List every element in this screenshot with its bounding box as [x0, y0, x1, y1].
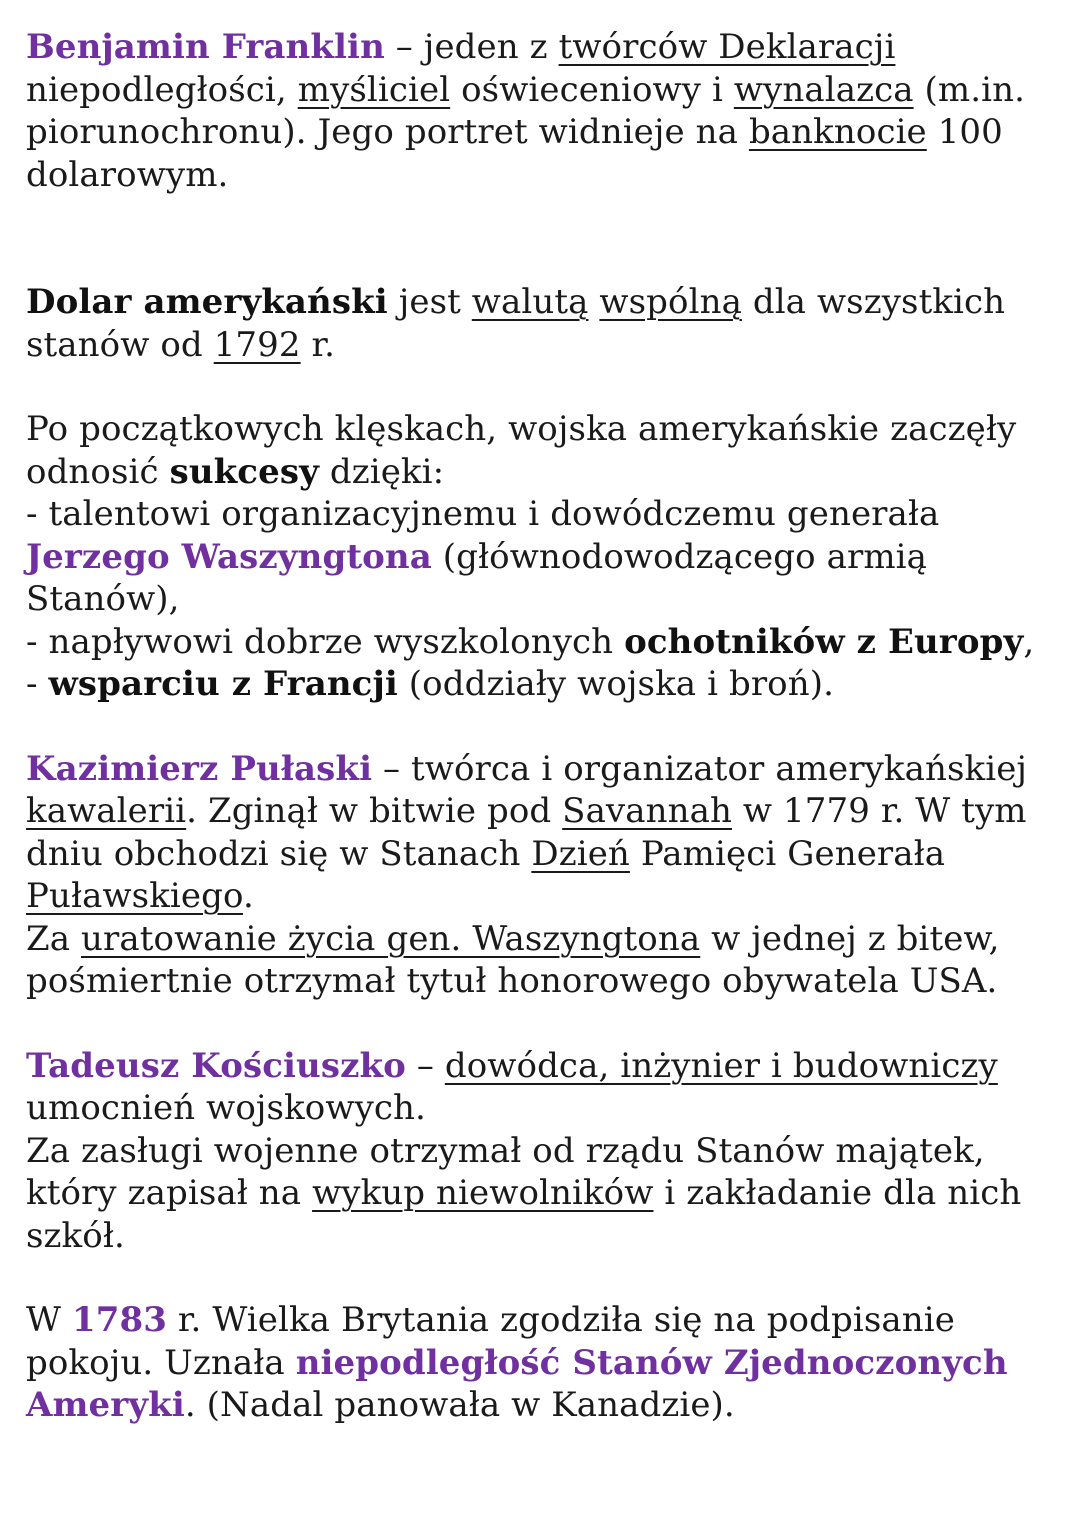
underlined-text: wynalazca	[733, 69, 914, 110]
paragraph-peace	[26, 1299, 1066, 1427]
document-page	[26, 26, 1066, 1427]
underlined-text: dowódca, inżynier i budowniczy	[444, 1045, 998, 1086]
year-1783: 1783	[71, 1300, 167, 1340]
text: niepodległości,	[26, 69, 298, 110]
spacer	[26, 366, 1066, 408]
spacer	[26, 1003, 1066, 1045]
text: . Zginął w bitwie pod	[186, 791, 563, 831]
paragraph-franklin	[26, 26, 1066, 196]
name-independence: niepodległość Stanów Zjednoczonych Ameryki	[26, 1342, 1008, 1425]
underlined-text: Savannah	[562, 791, 732, 831]
text: i zakładanie dla nich szkół.	[26, 1173, 1022, 1256]
text: umocnień wojskowych.	[26, 1088, 426, 1128]
paragraph-dollar	[26, 281, 1066, 366]
text: .	[242, 876, 254, 916]
text: – jeden z	[384, 27, 559, 67]
text: r.	[300, 324, 336, 365]
underlined-text: myśliciel	[297, 69, 451, 110]
underlined-text: kawalerii	[26, 791, 187, 831]
text: (głównodowodzącego armią Stanów),	[26, 536, 928, 619]
text: w 1779 r. W tym dniu obchodzi się w Stanach	[26, 791, 1027, 874]
name-franklin: Benjamin Franklin	[26, 27, 385, 67]
underlined-text: 1792	[213, 324, 301, 365]
paragraph-kosciuszko-estate	[26, 1130, 1066, 1258]
spacer	[26, 196, 1066, 281]
text: jest	[387, 282, 472, 322]
text: r. Wielka Brytania zgodziła się na podpisanie pokoju. Uznała	[26, 1300, 955, 1383]
list-item-volunteers	[26, 621, 1066, 664]
underlined-text: wspólną	[599, 282, 742, 322]
name-washington: Jerzego Waszyngtona	[26, 536, 432, 577]
text: Pamięci Generała	[629, 833, 946, 874]
underlined-text: banknocie	[748, 112, 927, 152]
text: oświeceniowy i	[450, 69, 734, 110]
text: Za zasługi wojenne otrzymał od rządu Stanów majątek, który zapisał na	[26, 1130, 985, 1213]
underlined-text: walutą	[471, 282, 589, 322]
text: dzięki:	[318, 451, 445, 492]
bold-text: ochotników z Europy	[624, 621, 1024, 662]
name-pulaski: Kazimierz Pułaski	[26, 748, 373, 789]
paragraph-kosciuszko	[26, 1045, 1066, 1130]
spacer	[26, 1257, 1066, 1299]
underlined-text: Puławskiego	[26, 876, 243, 916]
text: . (Nadal panowała w Kanadzie).	[184, 1385, 735, 1425]
text: –	[405, 1045, 445, 1086]
paragraph-pulaski	[26, 748, 1066, 918]
list-item-france	[26, 663, 1066, 706]
text: (oddziały wojska i broń).	[397, 664, 835, 704]
text: – twórca i organizator amerykańskiej	[372, 748, 1028, 789]
text	[588, 282, 599, 322]
bold-text: sukcesy	[169, 451, 319, 492]
text: w jednej z bitew, pośmiertnie otrzymał tytuł honorowego obywatela USA.	[26, 918, 1000, 1001]
text: Za	[26, 918, 82, 959]
underlined-text: uratowanie życia gen. Waszyngtona	[81, 918, 701, 959]
underlined-text: wykup niewolników	[312, 1173, 654, 1213]
text: - napływowi dobrze wyszkolonych	[26, 621, 625, 662]
underlined-text: twórców Deklaracji	[558, 27, 896, 67]
text: - talentowi organizacyjnemu i dowódczemu generała	[26, 494, 940, 534]
text: ,	[1023, 621, 1035, 662]
bold-text: wsparciu z Francji	[48, 664, 398, 704]
spacer	[26, 706, 1066, 748]
list-item-washington	[26, 493, 1066, 621]
text: W	[26, 1300, 72, 1340]
name-kosciuszko: Tadeusz Kościuszko	[26, 1045, 406, 1086]
paragraph-success	[26, 408, 1066, 493]
text: Po początkowych klęskach, wojska amerykańskie zaczęły odnosić	[26, 409, 1017, 492]
term-dollar: Dolar amerykański	[26, 282, 388, 322]
text: dla wszystkich stanów od	[26, 282, 1006, 365]
text: 100 dolarowym.	[26, 112, 1003, 195]
underlined-text: Dzień	[531, 833, 630, 874]
text: (m.in. piorunochronu). Jego portret widnieje na	[26, 69, 1025, 152]
text: -	[26, 664, 49, 704]
paragraph-pulaski-honor	[26, 918, 1066, 1003]
